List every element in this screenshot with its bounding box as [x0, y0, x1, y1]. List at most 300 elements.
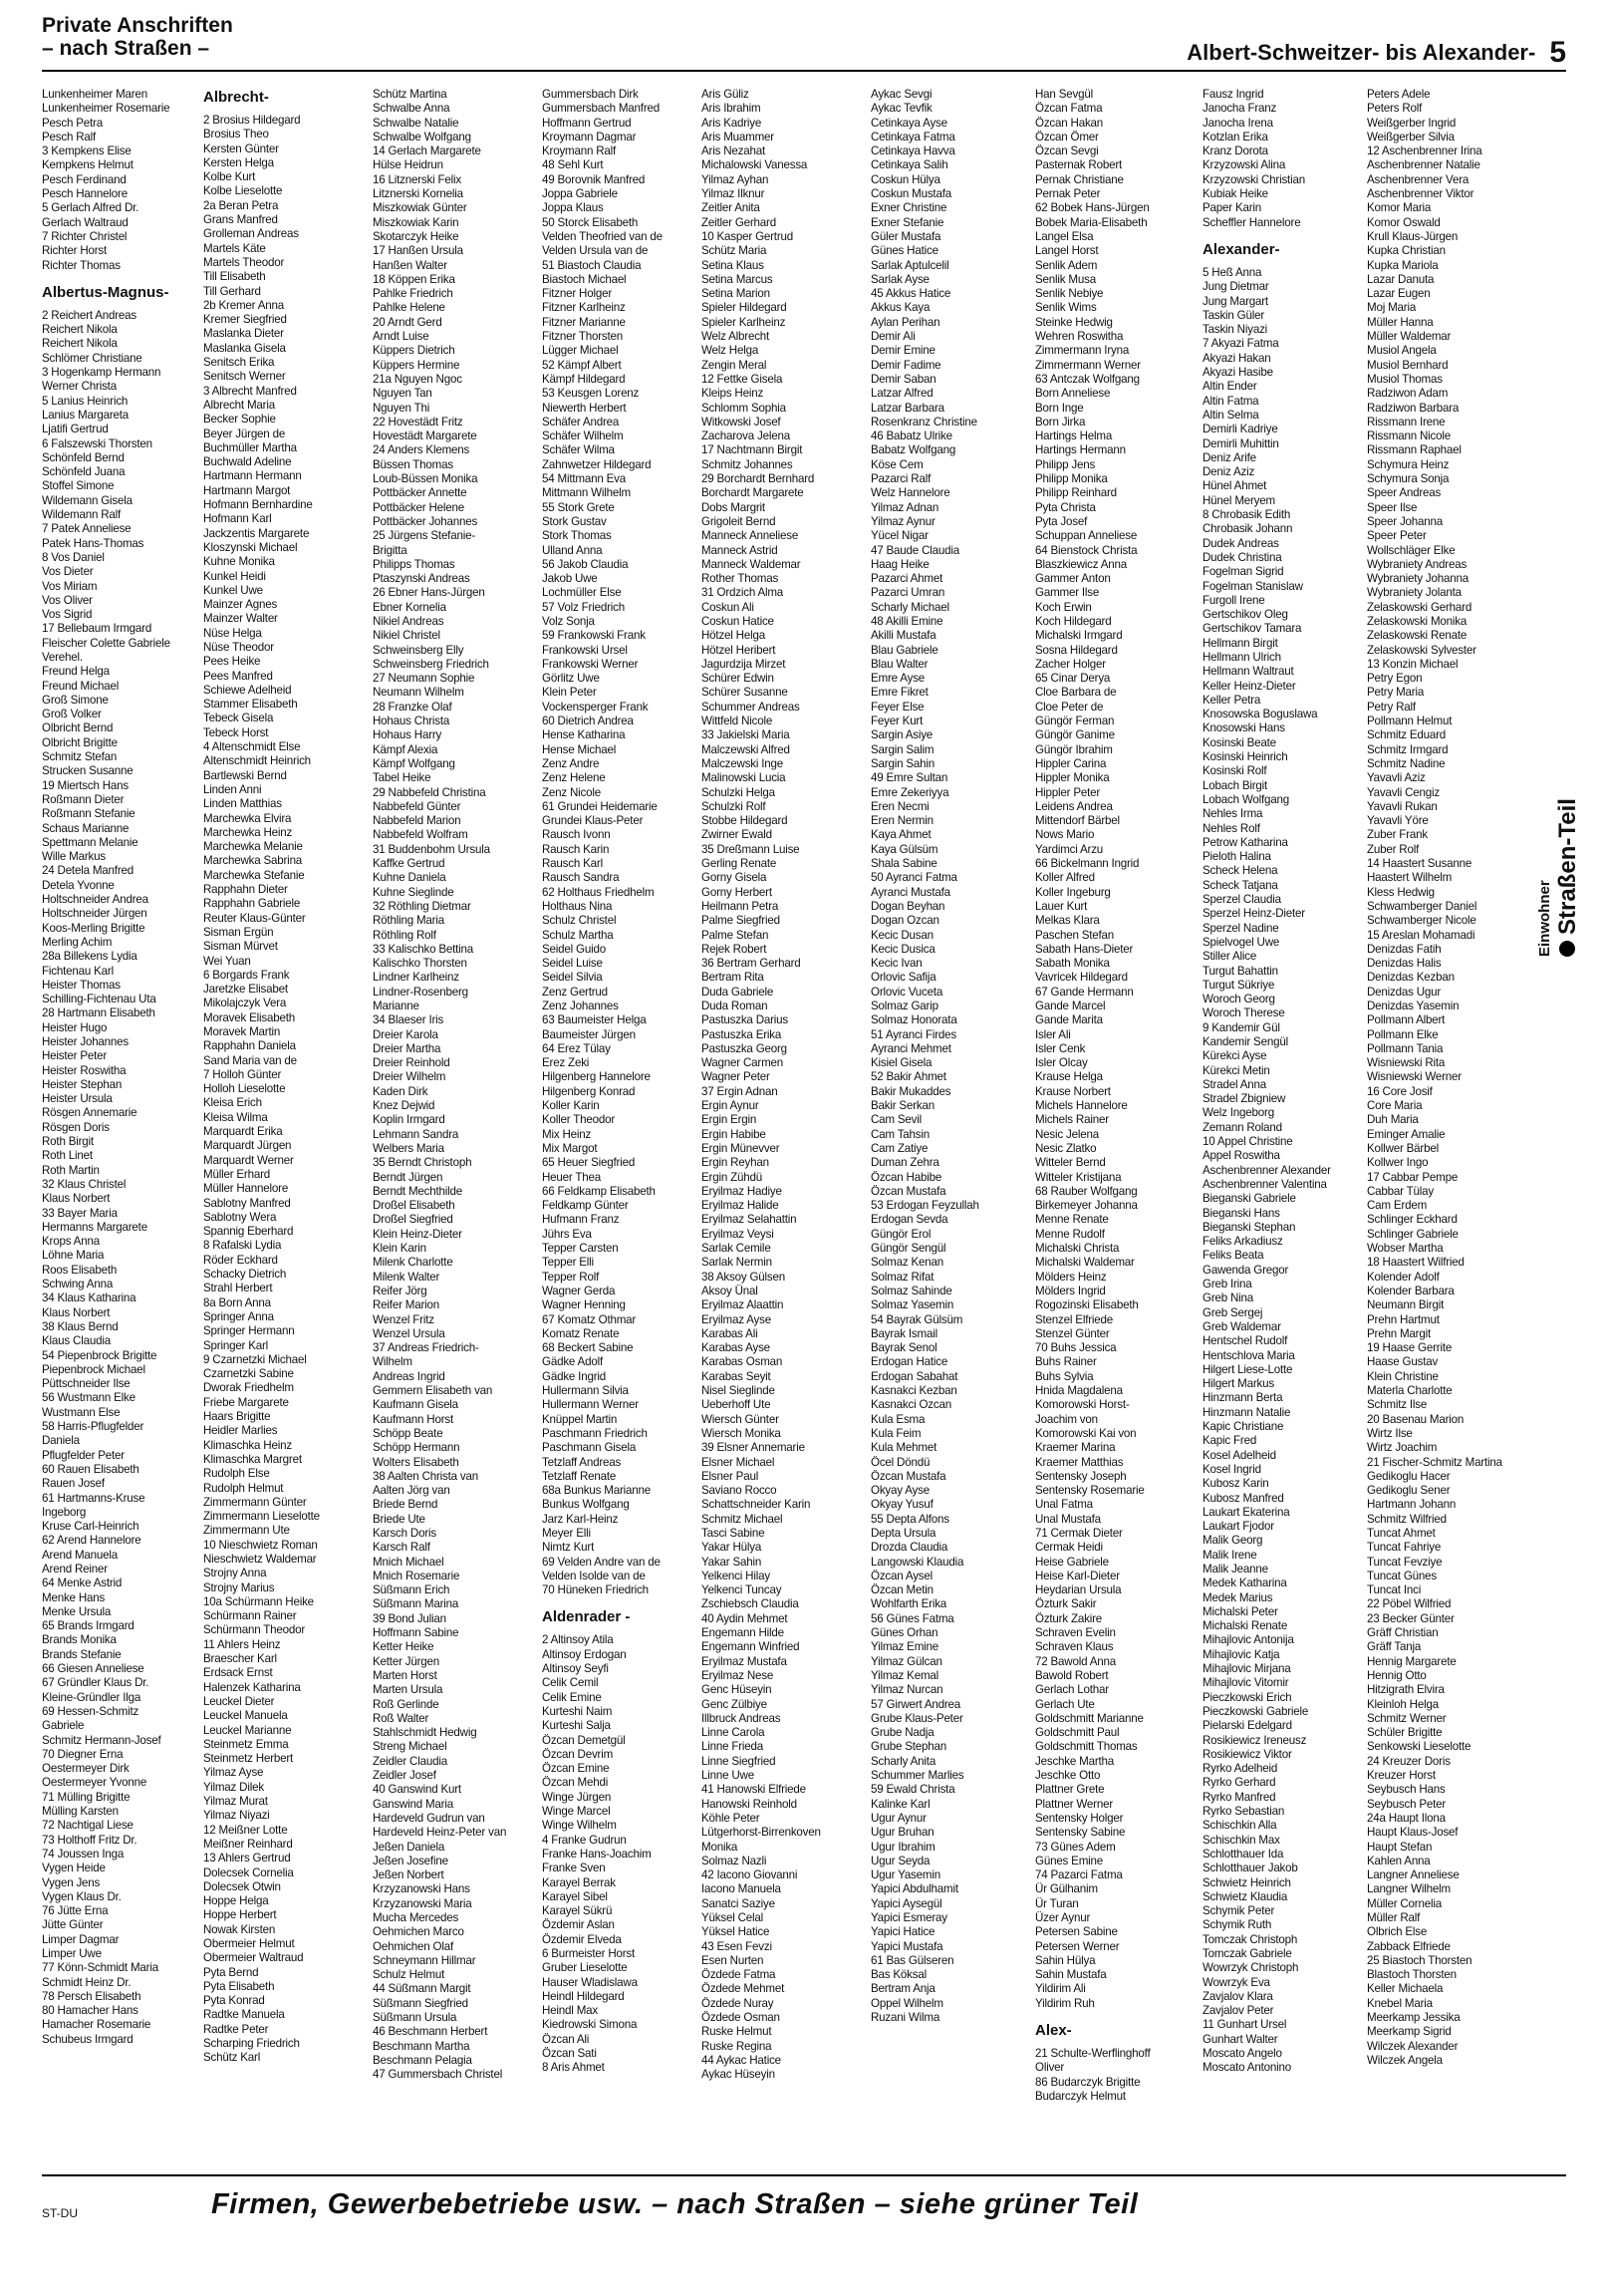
resident-entry: Aschenbrenner Alexander [1203, 1163, 1331, 1177]
resident-entry: Schäfer Wilhelm [542, 430, 624, 443]
resident-entry: Ergin Aynur [701, 1099, 759, 1113]
resident-entry: Marchewka Stefanie [203, 868, 305, 882]
resident-entry: Holthaus Nina [542, 899, 613, 913]
resident-entry: Yapici Abdulhamit [871, 1882, 958, 1896]
resident-entry: Ergin Zühdü [701, 1170, 762, 1184]
resident-entry: Jeßen Daniela [373, 1840, 445, 1854]
resident-entry: Hülse Heidrun [373, 158, 443, 172]
resident-entry: Zemann Roland [1203, 1120, 1282, 1134]
resident-entry: Olbrich Else [1367, 1925, 1428, 1939]
resident-entry: Hardeveld Heinz-Peter van [373, 1826, 507, 1840]
resident-entry: 73 Holthoff Fritz Dr. [42, 1833, 137, 1847]
resident-entry: Hennig Margarete [1367, 1654, 1457, 1668]
resident-entry: Nehles Irma [1203, 807, 1263, 821]
resident-entry: Marten Ursula [373, 1683, 443, 1697]
resident-entry: Berndt Mechthilde [373, 1184, 463, 1198]
resident-entry: Ugur Bruhan [871, 1826, 935, 1840]
resident-entry: Zelaskowski Monika [1367, 614, 1468, 628]
resident-entry: 24 Anders Klemens [373, 443, 470, 457]
resident-entry: Seidel Silvia [542, 971, 603, 985]
resident-entry: Gawenda Gregor [1203, 1263, 1289, 1277]
resident-entry: Kollwer Ingo [1367, 1156, 1429, 1170]
resident-entry: Karsch Ralf [373, 1541, 430, 1555]
resident-entry: Zeitler Anita [701, 201, 760, 215]
resident-entry: Schwamberger Nicole [1367, 914, 1476, 928]
resident-entry: Oliver [1035, 2061, 1065, 2075]
resident-entry: Radtke Peter [203, 2022, 269, 2036]
resident-entry: Rudolph Else [203, 1467, 270, 1481]
resident-entry: Knosowski Hans [1203, 721, 1285, 735]
resident-entry: Schmitz Irmgard [1367, 742, 1449, 756]
resident-entry: Gädke Adolf [542, 1355, 603, 1369]
resident-entry: 9 Kandemir Gül [1203, 1020, 1280, 1034]
resident-entry: Hanßen Walter [373, 258, 447, 272]
resident-entry: Duh Maria [1367, 1113, 1419, 1127]
resident-entry: 55 Stork Grete [542, 500, 615, 514]
resident-entry: Klimaschka Margret [203, 1452, 302, 1466]
resident-entry: Hardeveld Gudrun van [373, 1811, 485, 1825]
resident-entry: Turgut Bahattin [1203, 964, 1278, 978]
resident-entry: Senitsch Werner [203, 370, 286, 384]
resident-entry: 44 Süßmann Margit [373, 1982, 471, 1996]
resident-entry: 8 Aris Ahmet [542, 2061, 605, 2075]
resident-entry: Wiersch Monika [701, 1426, 781, 1440]
resident-entry: Müller Erhard [203, 1167, 270, 1181]
resident-entry: Kaffke Gertrud [373, 857, 445, 871]
resident-entry: 66 Giesen Anneliese [42, 1662, 144, 1676]
resident-entry: Greb Irina [1203, 1278, 1252, 1292]
resident-entry: 77 Könn-Schmidt Maria [42, 1961, 158, 1975]
resident-entry: Klein Karin [373, 1242, 426, 1256]
resident-entry: Peters Adele [1367, 88, 1431, 101]
resident-entry: Stradel Zbigniew [1203, 1092, 1286, 1106]
resident-entry: Beschmann Pelagia [373, 2053, 472, 2067]
resident-entry: Keller Heinz-Dieter [1203, 679, 1296, 693]
resident-entry: Vygen Heide [42, 1862, 106, 1875]
resident-entry: Ueberhoff Ute [701, 1398, 771, 1412]
resident-entry: Krull Klaus-Jürgen [1367, 229, 1459, 243]
resident-entry: Özcan Habibe [871, 1170, 942, 1184]
resident-entry: Linden Matthias [203, 797, 282, 811]
resident-entry: Krops Anna [42, 1235, 100, 1249]
resident-entry: Cermak Heidi [1035, 1541, 1103, 1555]
resident-entry: Zahnwetzer Hildegard [542, 457, 652, 471]
resident-entry: Aksoy Ünal [701, 1284, 758, 1297]
resident-entry: Streng Michael [373, 1740, 447, 1754]
resident-entry: Tuncat Günes [1367, 1569, 1437, 1582]
resident-entry: Küppers Dietrich [373, 344, 455, 358]
resident-entry: Dreier Reinhold [373, 1056, 450, 1070]
resident-entry: Krzyzowski Christian [1203, 172, 1305, 186]
resident-entry: Kubosz Manfred [1203, 1491, 1284, 1505]
resident-entry: Palme Siegfried [701, 914, 780, 928]
resident-entry: Müller Ralf [1367, 1911, 1421, 1924]
resident-entry: Elsner Paul [701, 1469, 759, 1483]
resident-entry: Nabbefeld Marion [373, 814, 461, 828]
resident-entry: Yüksel Celal [701, 1911, 764, 1924]
resident-entry: Schiewe Adelheid [203, 683, 292, 697]
resident-entry: Altenschmidt Heinrich [203, 754, 311, 768]
resident-entry: Nüse Theodor [203, 640, 274, 654]
resident-entry: Schwietz Klaudia [1203, 1889, 1288, 1903]
resident-entry: Rother Thomas [701, 572, 779, 586]
resident-entry: Schulzki Helga [701, 785, 775, 799]
resident-entry: Nguyen Tan [373, 387, 432, 401]
resident-entry: Gorny Gisela [701, 871, 767, 885]
resident-entry: Tuncat Ahmet [1367, 1526, 1436, 1540]
resident-entry: Kremer Siegfried [203, 313, 287, 327]
resident-entry: Welz Ingeborg [1203, 1106, 1274, 1120]
resident-entry: Mihajlovic Vitomir [1203, 1676, 1289, 1690]
directory-column [203, 88, 355, 2165]
resident-entry: Richter Thomas [42, 258, 121, 272]
resident-entry: Franke Sven [542, 1862, 606, 1875]
resident-entry: Wirtz Ilse [1367, 1426, 1413, 1440]
resident-entry: Heister Thomas [42, 978, 121, 992]
resident-entry: Wobser Martha [1367, 1242, 1444, 1256]
resident-entry: Hoffmann Sabine [373, 1626, 459, 1640]
resident-entry: Marquardt Erika [203, 1125, 283, 1139]
resident-entry: Langel Horst [1035, 244, 1099, 258]
resident-entry: Aschenbrenner Natalie [1367, 158, 1480, 172]
resident-entry: 10a Schürmann Heike [203, 1594, 314, 1608]
resident-entry: Cam Zatiye [871, 1141, 929, 1155]
resident-entry: Sarlak Ayse [871, 272, 930, 286]
resident-entry: Strojny Anna [203, 1567, 267, 1580]
resident-entry: Pernak Peter [1035, 187, 1101, 201]
resident-entry: Gerlach Waltraud [42, 215, 129, 229]
resident-entry: Schraven Evelin [1035, 1626, 1116, 1640]
resident-entry: Kersten Günter [203, 142, 279, 155]
resident-entry: Becker Sophie [203, 413, 276, 427]
resident-entry: Kleips Heinz [701, 387, 764, 401]
resident-entry: Rausch Karl [542, 857, 603, 871]
resident-entry: Iacono Manuela [701, 1882, 781, 1896]
resident-entry: 71 Cermak Dieter [1035, 1526, 1123, 1540]
resident-entry: Paschmann Gisela [542, 1441, 637, 1455]
resident-entry: Vos Sigrid [42, 608, 93, 622]
resident-entry: Laukart Ekaterina [1203, 1505, 1290, 1519]
resident-entry: Petersen Werner [1035, 1939, 1120, 1953]
resident-entry: Ketter Heike [373, 1640, 434, 1654]
header-subtitle: – nach Straßen – [42, 37, 210, 60]
resident-entry: Celik Emine [542, 1690, 602, 1704]
resident-entry: Philipps Thomas [373, 557, 455, 571]
resident-entry: Zelaskowski Sylvester [1367, 643, 1476, 657]
resident-entry: Aris Nezahat [701, 144, 765, 158]
resident-entry: Zimmermann Lieselotte [203, 1510, 320, 1524]
directory-column [542, 88, 693, 2165]
resident-entry: Haastert Wilhelm [1367, 871, 1453, 885]
resident-entry: Kämpf Wolfgang [373, 756, 455, 770]
resident-entry: Lügger Michael [542, 344, 619, 358]
resident-entry: Velden Ursula van de [542, 244, 649, 258]
resident-entry: Schummer Marlies [871, 1769, 964, 1783]
resident-entry: Bakir Serkan [871, 1099, 935, 1113]
resident-entry: 11 Ahlers Heinz [203, 1637, 281, 1651]
resident-entry: 68 Beckert Sabine [542, 1341, 634, 1355]
resident-entry: 27 Neumann Sophie [373, 672, 475, 686]
resident-entry: Gruber Lieselotte [542, 1961, 628, 1975]
resident-entry: Setina Marcus [701, 272, 773, 286]
resident-entry: Pieczkowski Gabriele [1203, 1704, 1309, 1718]
resident-entry: Celik Cemil [542, 1676, 599, 1690]
resident-entry: Michels Hannelore [1035, 1099, 1128, 1113]
resident-entry: Marchewka Sabrina [203, 854, 303, 868]
resident-entry: Steinmetz Emma [203, 1737, 289, 1751]
resident-entry: Scheck Tatjana [1203, 878, 1278, 892]
resident-entry: Rapphahn Daniela [203, 1039, 296, 1053]
resident-entry: Wehren Roswitha [1035, 330, 1124, 344]
resident-entry: 16 Core Josif [1367, 1084, 1433, 1098]
resident-entry: Grolleman Andreas [203, 227, 299, 241]
resident-entry: Buchmüller Martha [203, 440, 297, 454]
resident-entry: Solmaz Kenan [871, 1256, 944, 1270]
resident-entry: Grube Klaus-Peter [871, 1711, 963, 1725]
resident-entry: Heister Ursula [42, 1092, 113, 1106]
resident-entry: Gertschikov Oleg [1203, 608, 1288, 622]
resident-entry: Schacky Dietrich [203, 1268, 287, 1282]
resident-entry: Dreier Wilhelm [373, 1070, 446, 1084]
resident-entry: Jagurdzija Mirzet [701, 657, 786, 671]
footer-note: Firmen, Gewerbebetriebe usw. – nach Straßen – siehe grüner Teil [211, 2188, 1139, 2220]
resident-entry: Ugur Aynur [871, 1811, 927, 1825]
resident-entry: Springer Anna [203, 1309, 274, 1323]
resident-entry: 20 Basenau Marion [1367, 1412, 1465, 1426]
resident-entry: 72 Bawold Anna [1035, 1654, 1116, 1668]
resident-entry: Kubosz Karin [1203, 1477, 1269, 1491]
resident-entry: Wollschläger Elke [1367, 543, 1456, 557]
resident-entry: Heise Karl-Dieter [1035, 1569, 1120, 1582]
resident-entry: Plattner Grete [1035, 1783, 1105, 1797]
resident-entry: Hentschel Rudolf [1203, 1334, 1288, 1348]
resident-entry: Janocha Irena [1203, 116, 1273, 130]
resident-entry: Koos-Merling Brigitte [42, 921, 145, 935]
resident-entry: 41 Hanowski Elfriede [701, 1783, 806, 1797]
resident-entry: Linne Frieda [701, 1740, 764, 1754]
resident-entry: Yapici Hatice [871, 1925, 936, 1939]
resident-entry: Klimaschka Heinz [203, 1438, 292, 1452]
resident-entry: 2a Beran Petra [203, 198, 279, 212]
resident-entry: Reichert Nikola [42, 337, 118, 351]
resident-entry: Latzar Alfred [871, 387, 934, 401]
resident-entry: Röder Eckhard [203, 1253, 278, 1267]
resident-entry: Han Sevgül [1035, 88, 1093, 101]
resident-entry: Günes Hatice [871, 244, 938, 258]
resident-entry: Dolecsek Cornelia [203, 1866, 294, 1879]
resident-entry: Pollmann Tania [1367, 1041, 1444, 1055]
resident-entry: Lochmüller Else [542, 586, 622, 600]
resident-entry: Sosna Hildegard [1035, 643, 1118, 657]
resident-entry: Roß Walter [373, 1711, 429, 1725]
resident-entry: Musiol Angela [1367, 344, 1437, 358]
resident-entry: Scharly Michael [871, 600, 949, 614]
resident-entry: Heister Stephan [42, 1077, 123, 1091]
resident-entry: Hullermann Silvia [542, 1384, 629, 1398]
resident-entry: Cam Erdem [1367, 1199, 1428, 1213]
resident-entry: Tebeck Horst [203, 725, 269, 739]
resident-entry: Kless Hedwig [1367, 885, 1435, 899]
resident-entry: Leuckel Marianne [203, 1723, 292, 1737]
resident-entry: Heister Hugo [42, 1020, 108, 1034]
resident-entry: Nikiel Andreas [373, 614, 444, 628]
resident-entry: Engemann Hilde [701, 1626, 784, 1640]
resident-entry: Grans Manfred [203, 213, 278, 227]
resident-entry: Schymik Ruth [1203, 1918, 1272, 1932]
resident-entry: Hellmann Birgit [1203, 636, 1278, 650]
resident-entry: Isler Cenk [1035, 1041, 1086, 1055]
resident-entry: Schlotthauer Jakob [1203, 1862, 1298, 1875]
resident-entry: 50 Storck Elisabeth [542, 215, 639, 229]
resident-entry: 64 Bienstock Christa [1035, 543, 1138, 557]
resident-entry: Shala Sabine [871, 857, 937, 871]
resident-entry: Klaus Claudia [42, 1334, 111, 1348]
resident-entry: Rudolph Helmut [203, 1481, 284, 1495]
resident-entry: Piepenbrock Michael [42, 1362, 145, 1376]
resident-entry: 48 Sehl Kurt [542, 158, 604, 172]
resident-entry: Zenz Andre [542, 756, 600, 770]
resident-entry: Michalowski Vanessa [701, 158, 808, 172]
resident-entry: Jaretzke Elisabet [203, 983, 288, 997]
resident-entry: Schmitz Stefan [42, 750, 118, 764]
resident-entry: Dudek Christina [1203, 550, 1282, 564]
resident-entry: 7 Richter Christel [42, 229, 128, 243]
resident-entry: Gedikoglu Hacer [1367, 1469, 1451, 1483]
resident-entry: Pastuszka Erika [701, 1027, 782, 1041]
resident-entry: 16 Litznerski Felix [373, 172, 461, 186]
resident-entry: Heise Gabriele [1035, 1555, 1109, 1569]
resident-entry: Hentschlova Maria [1203, 1348, 1295, 1362]
resident-entry: Duman Zehra [871, 1156, 939, 1170]
resident-entry: 21a Nguyen Ngoc [373, 372, 462, 386]
resident-entry: Michels Rainer [1035, 1113, 1109, 1127]
resident-entry: Püttschneider Ilse [42, 1377, 131, 1391]
resident-entry: Kuhne Sieglinde [373, 885, 454, 899]
resident-entry: Michalski Renate [1203, 1619, 1288, 1633]
resident-entry: Buhs Sylvia [1035, 1369, 1094, 1383]
resident-entry: Pahlke Friedrich [373, 287, 453, 301]
resident-entry: Mnich Rosemarie [373, 1569, 460, 1582]
resident-entry: Hovestädt Margarete [373, 430, 477, 443]
resident-entry: Kersten Helga [203, 155, 274, 169]
resident-entry: Eryilmaz Alaattin [701, 1298, 784, 1312]
resident-entry: Pesch Petra [42, 116, 103, 130]
resident-entry: 40 Aydin Mehmet [701, 1611, 788, 1625]
resident-entry: Karabas Ayse [701, 1341, 770, 1355]
resident-entry: Röthling Rolf [373, 928, 436, 942]
resident-entry: Till Gerhard [203, 284, 261, 298]
resident-entry: 32 Klaus Christel [42, 1177, 127, 1191]
resident-entry: Scheffler Hannelore [1203, 215, 1301, 229]
resident-entry: Yilmaz Dilek [203, 1780, 264, 1794]
resident-entry: Hohaus Harry [373, 728, 442, 742]
resident-entry: Petry Ralf [1367, 700, 1416, 714]
resident-entry: 49 Emre Sultan [871, 771, 948, 785]
resident-entry: Langel Elsa [1035, 229, 1094, 243]
resident-entry: Scharping Friedrich [203, 2037, 300, 2051]
resident-entry: Sisman Mürvet [203, 940, 278, 954]
resident-entry: Klein Heinz-Dieter [373, 1227, 462, 1241]
resident-entry: Altin Selma [1203, 408, 1259, 422]
resident-entry: Hitzigrath Elvira [1367, 1683, 1445, 1697]
resident-entry: Nows Mario [1035, 828, 1095, 842]
resident-entry: Speer Ilse [1367, 500, 1418, 514]
resident-entry: Krzyzanowski Hans [373, 1882, 470, 1896]
resident-entry: 24a Haupt Ilona [1367, 1811, 1446, 1825]
resident-entry: Hartings Hermann [1035, 443, 1126, 457]
resident-entry: Marchewka Elvira [203, 811, 292, 825]
resident-entry: 60 Rauen Elisabeth [42, 1462, 139, 1476]
resident-entry: Yüksel Hatice [701, 1925, 770, 1939]
resident-entry: Kapic Fred [1203, 1434, 1257, 1448]
resident-entry: Medek Marius [1203, 1590, 1273, 1604]
resident-entry: Schneymann Hillmar [373, 1953, 476, 1967]
resident-entry: Pieczkowski Erich [1203, 1690, 1292, 1704]
resident-entry: Kosinski Rolf [1203, 764, 1267, 778]
resident-entry: Blau Gabriele [871, 643, 938, 657]
resident-entry: 40 Ganswind Kurt [373, 1783, 461, 1797]
resident-entry: Schilling-Fichtenau Uta [42, 993, 156, 1006]
resident-entry: 5 Gerlach Alfred Dr. [42, 201, 139, 215]
resident-entry: Sisman Ergün [203, 925, 274, 939]
resident-entry: 14 Gerlach Margarete [373, 144, 481, 158]
resident-entry: Kaufmann Gisela [373, 1398, 458, 1412]
resident-entry: Koller Alfred [1035, 871, 1095, 885]
resident-entry: Kempkens Helmut [42, 158, 134, 172]
resident-entry: Gerlach Lothar [1035, 1683, 1109, 1697]
resident-entry: 51 Biastoch Claudia [542, 258, 642, 272]
resident-entry: Feyer Kurt [871, 715, 924, 728]
resident-entry: Buchwald Adeline [203, 455, 292, 469]
resident-entry: Pesch Hannelore [42, 187, 128, 201]
resident-entry: Mix Heinz [542, 1127, 592, 1141]
resident-entry: Komor Maria [1367, 201, 1432, 215]
resident-entry: Schattschneider Karin [701, 1498, 811, 1512]
resident-entry: Ruske Helmut [701, 2025, 772, 2039]
resident-entry: Pottbäcker Annette [373, 486, 467, 500]
resident-entry: Meerkamp Jessika [1367, 2011, 1461, 2025]
street-heading: Alex- [1035, 2022, 1072, 2040]
resident-entry: Eryilmaz Veysi [701, 1227, 774, 1241]
resident-entry: Aschenbrenner Vera [1367, 172, 1470, 186]
resident-entry: Jeschke Martha [1035, 1754, 1115, 1768]
resident-entry: Akkus Kaya [871, 301, 931, 315]
resident-entry: Krause Norbert [1035, 1084, 1111, 1098]
resident-entry: Üzer Aynur [1035, 1911, 1091, 1924]
resident-entry: 11 Gunhart Ursel [1203, 2018, 1287, 2032]
resident-entry: Kiedrowski Simona [542, 2018, 638, 2032]
resident-entry: 8 Rafalski Lydia [203, 1239, 282, 1253]
resident-entry: Cabbar Tülay [1367, 1184, 1434, 1198]
resident-entry: 64 Erez Tülay [542, 1041, 611, 1055]
resident-entry: Pesch Ralf [42, 130, 97, 144]
resident-entry: Czarnetzki Sabine [203, 1367, 294, 1381]
resident-entry: Schweinsberg Friedrich [373, 657, 489, 671]
resident-entry: Schürer Susanne [701, 686, 788, 700]
resident-entry: Hense Michael [542, 742, 617, 756]
resident-entry: Milenk Walter [373, 1270, 440, 1284]
resident-entry: Feliks Arkadiusz [1203, 1235, 1283, 1249]
resident-entry: Feliks Beata [1203, 1249, 1264, 1263]
resident-entry: Eren Necmi [871, 799, 930, 813]
resident-entry: Linden Anni [203, 782, 262, 796]
resident-entry: Rauen Josef [42, 1477, 105, 1491]
resident-entry: Litznerski Kornelia [373, 187, 463, 201]
resident-entry: Linne Siegfried [701, 1754, 776, 1768]
resident-entry: Hünel Ahmet [1203, 479, 1267, 493]
resident-entry: Berndt Jürgen [373, 1170, 443, 1184]
resident-entry: Tuncat Inci [1367, 1583, 1422, 1597]
